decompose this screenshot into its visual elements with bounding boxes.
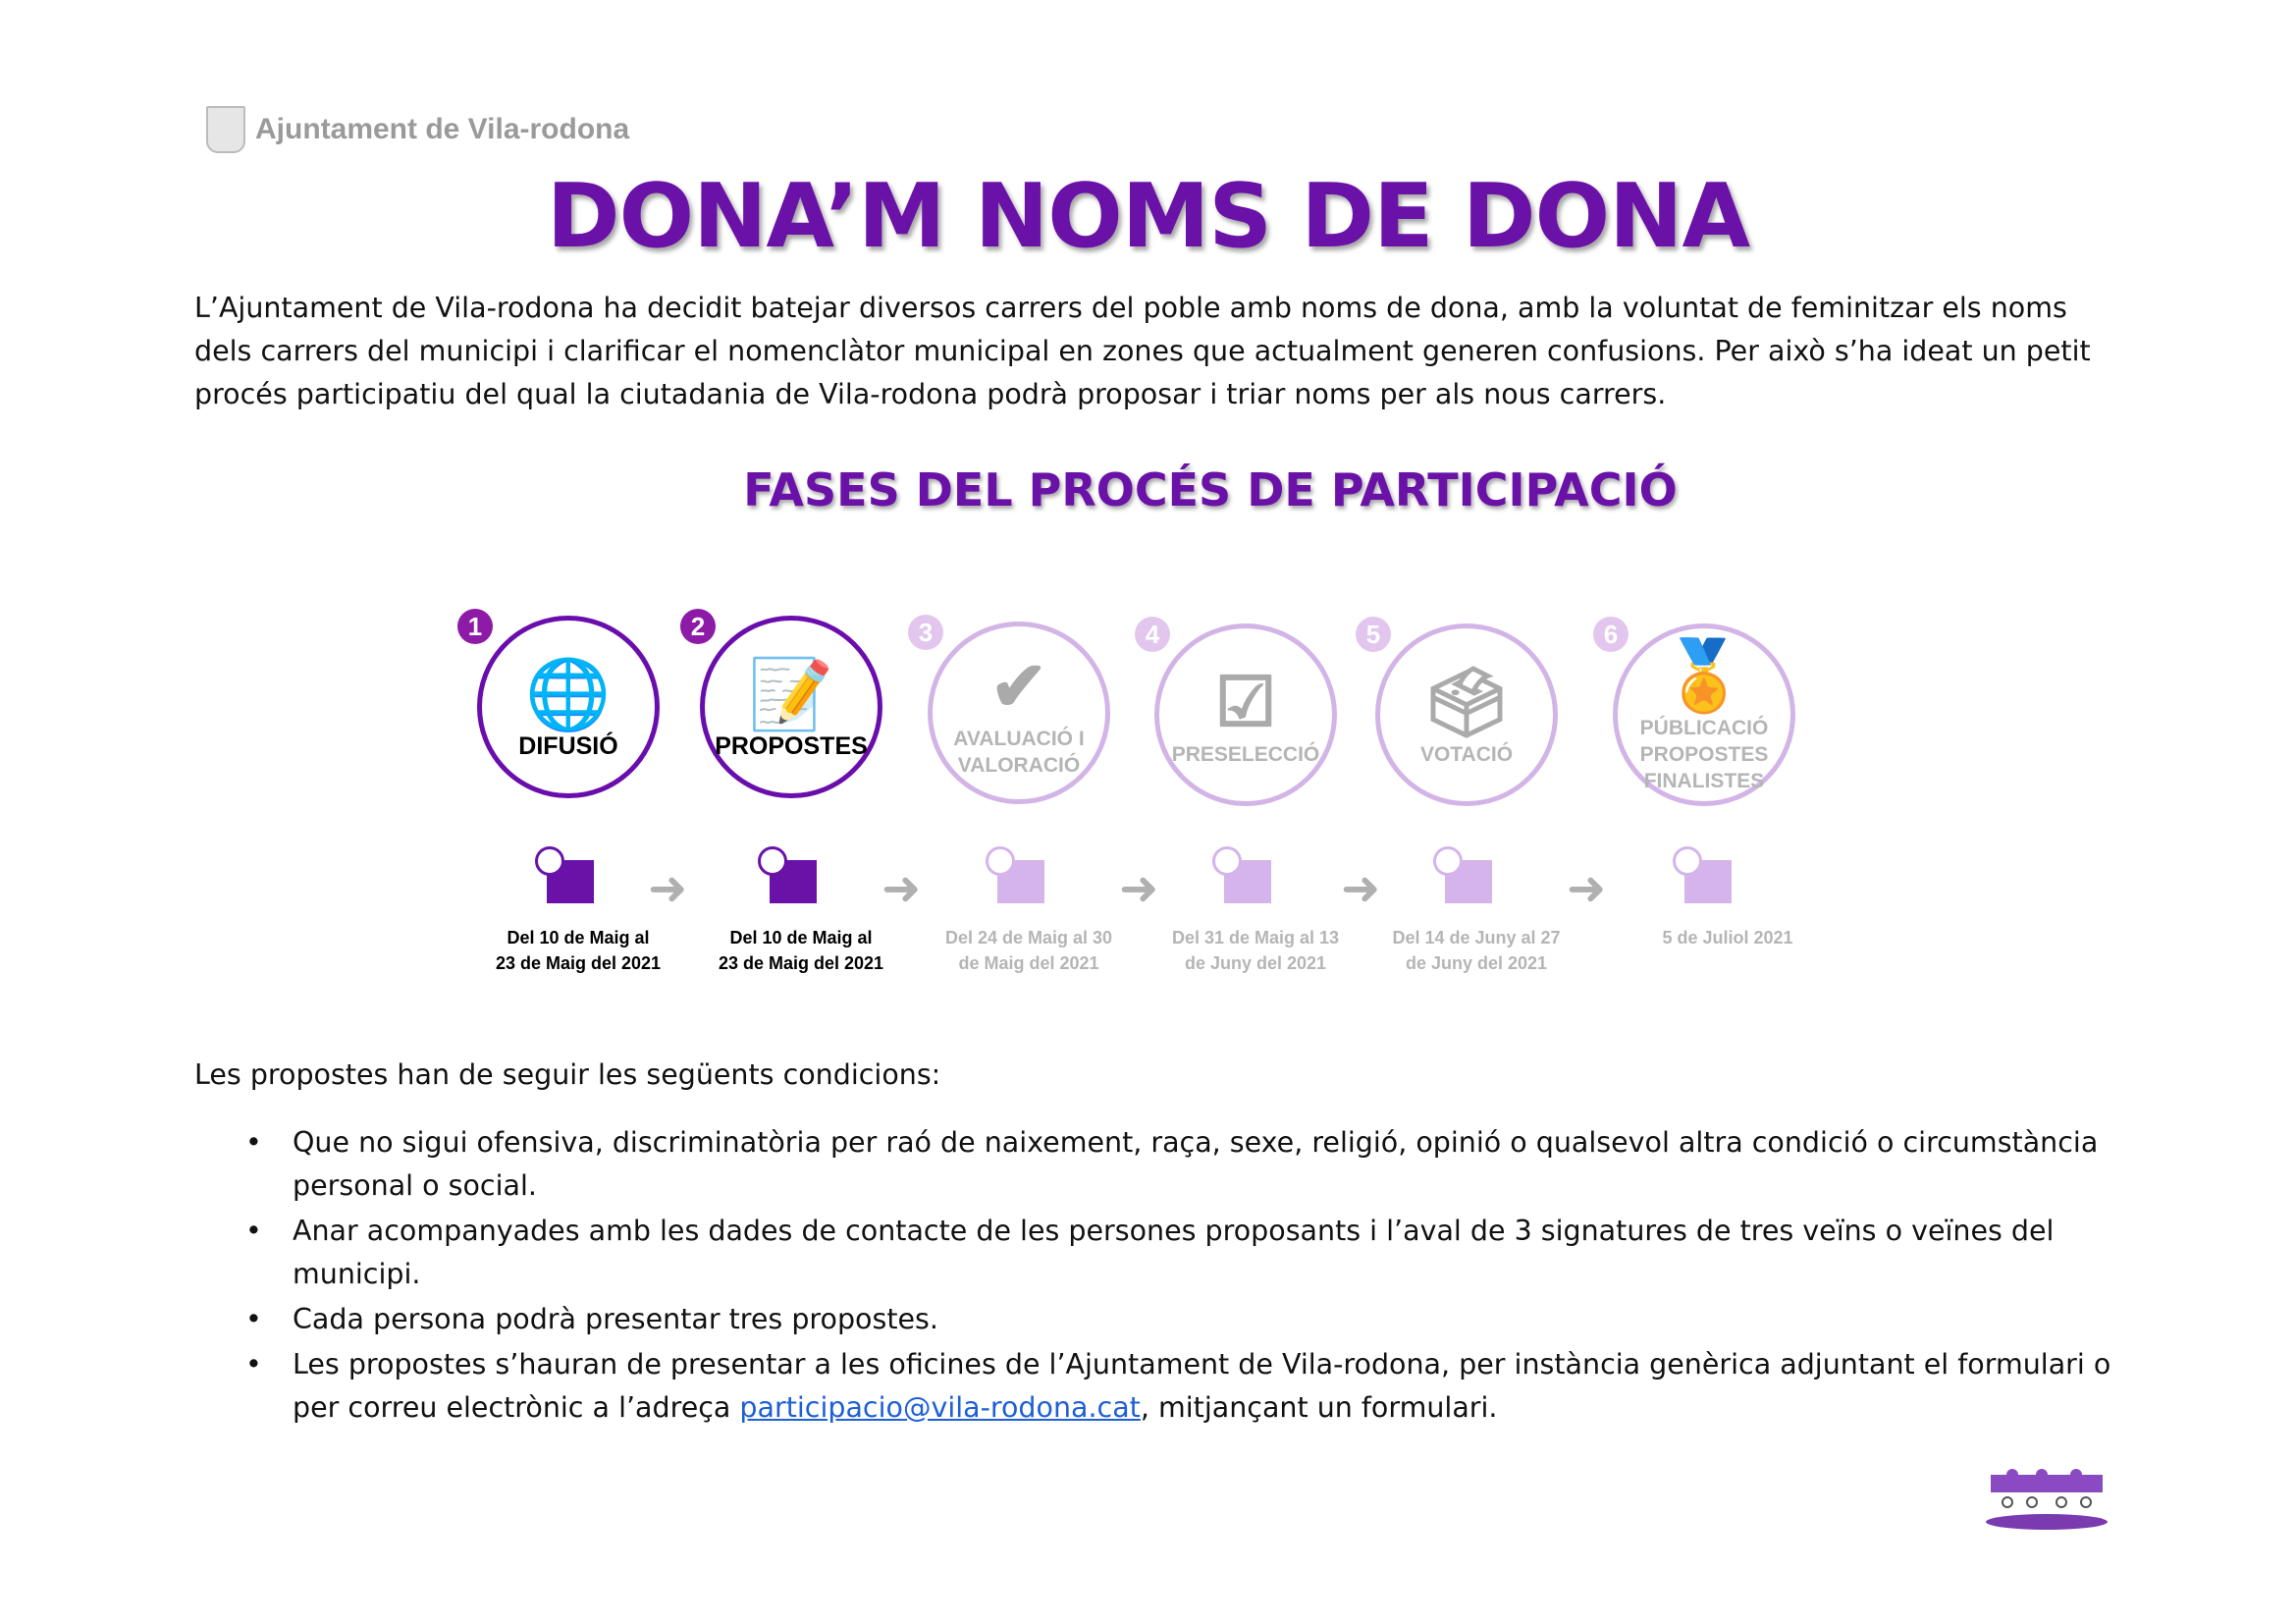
phase-circle — [700, 616, 882, 798]
coat-of-arms-icon — [206, 106, 245, 153]
date-line: Del 10 de Maig al — [729, 928, 873, 947]
header-logo — [206, 106, 629, 153]
date-line: 23 de Maig del 2021 — [495, 953, 662, 973]
puzzle-people-logo-icon — [1983, 1455, 2110, 1534]
phase-circle — [928, 622, 1110, 804]
ballot-box-icon: 🗳 — [1422, 663, 1511, 740]
condition-item: • Que no sigui ofensiva, discriminatòria per raó de naixement, raça, sexe, religió, opinió o qualsevol altra condició o circumstància personal o social. — [194, 1121, 2118, 1208]
phase-number-badge: 5 — [1356, 617, 1391, 652]
phase-number-badge: 3 — [908, 615, 943, 650]
phase-label: VOTACIÓ — [1419, 742, 1514, 766]
phase-circle — [477, 616, 660, 798]
checkmark-icon: ✔ — [989, 648, 1048, 725]
globe-icon: 🌐 — [525, 655, 612, 732]
date-line: 5 de Juliol 2021 — [1662, 928, 1793, 947]
award-icon: 🏅 — [1661, 636, 1747, 714]
date-line: Del 31 de Maig al 13 — [1171, 928, 1340, 947]
condition-item: • Cada persona podrà presentar tres propostes. — [194, 1298, 2118, 1341]
phase-label: AVALUACIÓ I — [953, 728, 1085, 750]
arrow-right-icon: ➜ — [648, 863, 688, 915]
phase-circle — [1613, 623, 1795, 806]
conditions-list — [194, 1121, 2118, 1432]
date-line: de Juny del 2021 — [1184, 953, 1327, 973]
phase-label: PROPOSTES — [1639, 742, 1769, 766]
phase-label: PRESELECCIÓ — [1171, 742, 1320, 766]
phase-label: FINALISTES — [1643, 769, 1765, 792]
condition-item — [194, 1343, 2118, 1430]
arrow-right-icon: ➜ — [1341, 863, 1381, 915]
arrow-right-icon: ➜ — [881, 863, 922, 915]
calendar-clock-icon — [1212, 846, 1271, 903]
phase-date — [1378, 925, 1575, 976]
date-line: 23 de Maig del 2021 — [718, 953, 884, 973]
checklist-icon: ☑ — [1214, 663, 1277, 740]
phase-date — [931, 925, 1127, 976]
phase-label: PÚBLICACIÓ — [1639, 716, 1769, 739]
conditions-title: Les propostes han de seguir les següents condicions: — [194, 1058, 941, 1091]
condition-text: Les propostes s’hauran de presentar a les oficines de l’Ajuntament de Vila-rodona, per instància genèrica adjuntant el formulari o per correu electrònic a l’adreça — [293, 1348, 2111, 1424]
calendar-clock-icon — [986, 846, 1044, 903]
date-line: Del 10 de Maig al — [507, 928, 650, 947]
condition-item: • Anar acompanyades amb les dades de contacte de les persones proposants i l’aval de 3 signatures de tres veïns o veïnes del municipi. — [194, 1210, 2118, 1296]
arrow-right-icon: ➜ — [1119, 863, 1159, 915]
arrow-right-icon: ➜ — [1567, 863, 1607, 915]
date-line: Del 14 de Juny al 27 — [1392, 928, 1561, 947]
phase-number-badge: 1 — [457, 609, 493, 644]
calendar-clock-icon — [758, 846, 817, 903]
document-icon: 📝 — [748, 655, 834, 732]
date-line: de Juny del 2021 — [1405, 953, 1548, 973]
condition-text: , mitjançant un formulari. — [1140, 1391, 1498, 1424]
phase-number-badge: 4 — [1135, 617, 1170, 652]
phase-circle — [1375, 623, 1558, 806]
phase-date — [480, 925, 676, 976]
phase-date — [1157, 925, 1354, 976]
calendar-clock-icon — [1673, 846, 1732, 903]
phase-date — [703, 925, 899, 976]
phase-label: VALORACIÓ — [957, 754, 1081, 777]
phases-title: FASES DEL PROCÉS DE PARTICIPACIÓ — [743, 463, 1678, 516]
page-title: DONA’M NOMS DE DONA — [546, 165, 1750, 268]
phase-number-badge: 6 — [1593, 617, 1629, 652]
phase-label: DIFUSIÓ — [518, 731, 618, 760]
phase-date — [1629, 925, 1826, 950]
email-link[interactable]: participacio@vila-rodona.cat — [739, 1391, 1141, 1424]
date-line: Del 24 de Maig al 30 — [944, 928, 1113, 947]
calendar-clock-icon — [535, 846, 594, 903]
calendar-clock-icon — [1433, 846, 1492, 903]
phase-number-badge: 2 — [680, 609, 716, 644]
date-line: de Maig del 2021 — [958, 953, 1099, 973]
intro-paragraph: L’Ajuntament de Vila-rodona ha decidit batejar diversos carrers del poble amb noms de dona, amb la voluntat de feminitzar els noms dels carrers del municipi i clarificar el nomenclàtor municipal en zones que actualment generen confusions. Per això s’ha ideat un petit procés participatiu del qual la ciutadania de Vila-rodona podrà proposar i triar noms per als nous carrers. — [194, 292, 2091, 410]
org-name: Ajuntament de Vila-rodona — [255, 113, 630, 145]
phase-label: PROPOSTES — [715, 731, 868, 760]
phase-circle — [1154, 623, 1337, 806]
